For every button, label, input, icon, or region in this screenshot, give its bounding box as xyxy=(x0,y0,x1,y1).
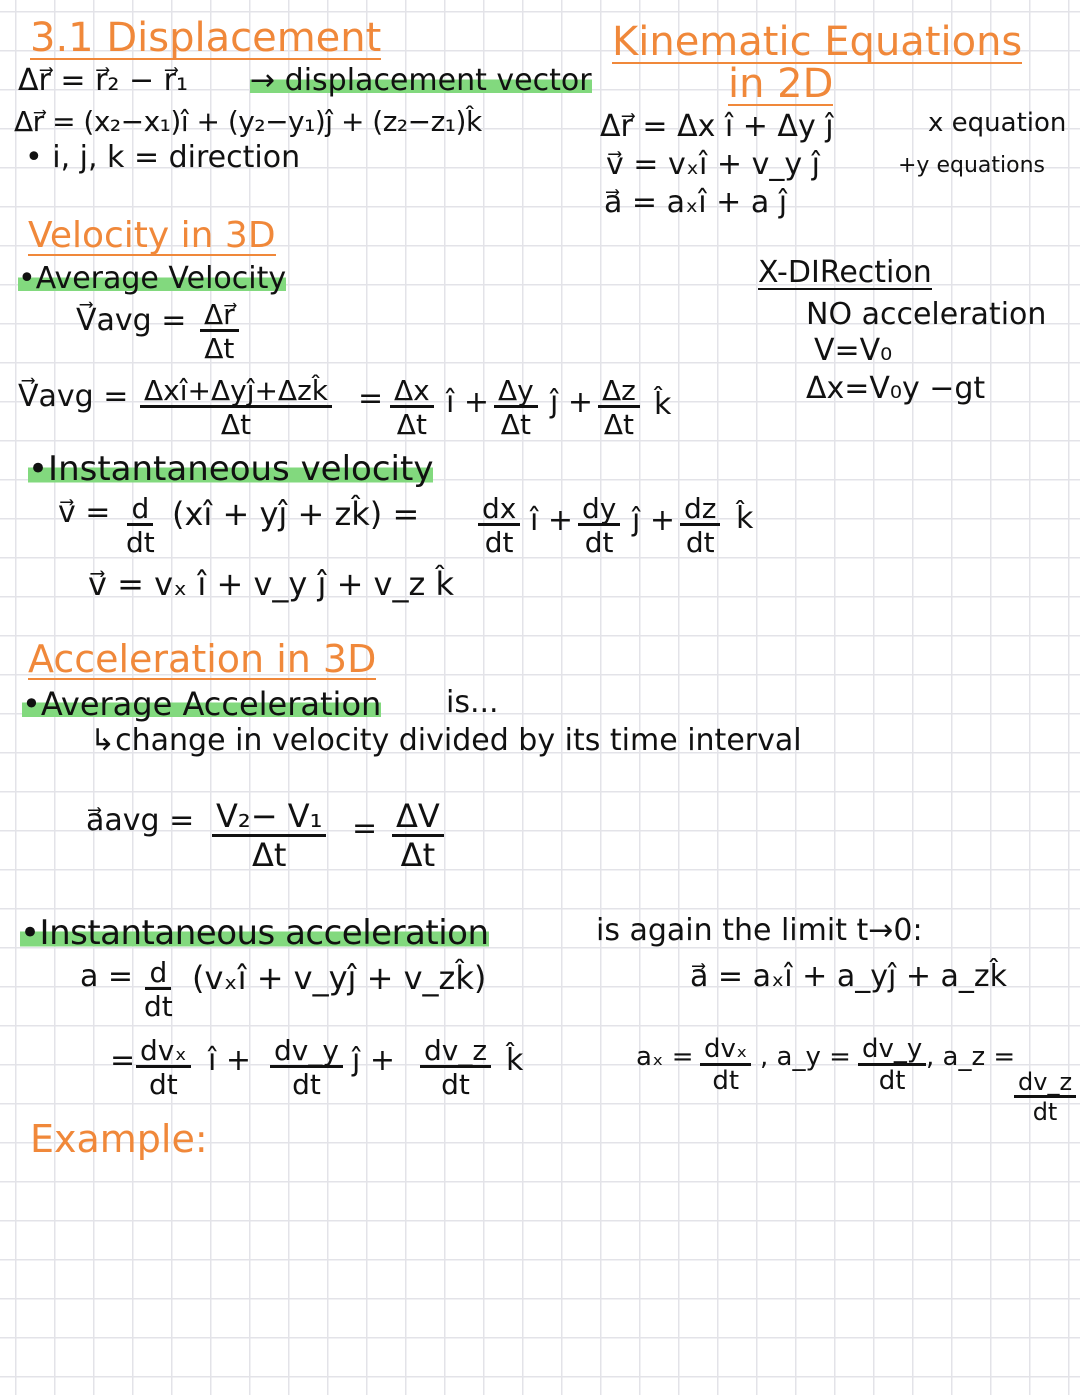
denominator: dt xyxy=(712,1066,740,1097)
acceleration-components: a⃗ = aₓî + a_yĵ + a_zk̂ xyxy=(690,959,1008,994)
i-unit: î + xyxy=(208,1043,252,1078)
numerator: dvₓ xyxy=(136,1036,191,1068)
dx-dt-fraction xyxy=(478,494,520,558)
d-dt-fraction xyxy=(126,494,155,558)
numerator: dx xyxy=(478,494,520,526)
numerator: dy xyxy=(578,494,620,526)
dz-fraction xyxy=(598,376,640,440)
equals: = xyxy=(358,381,384,416)
j-unit: ĵ + xyxy=(550,385,594,420)
acceleration-heading: Acceleration in 3D xyxy=(28,637,377,681)
denominator: dt xyxy=(144,990,173,1024)
kinematic-eq1: Δr⃗ = Δx î + Δy ĵ xyxy=(600,109,834,144)
is-text: is... xyxy=(446,685,499,720)
average-acceleration-label: •Average Acceleration xyxy=(22,685,382,723)
dvy-fraction xyxy=(270,1036,343,1100)
dx-fraction xyxy=(390,376,434,440)
j-unit: ĵ + xyxy=(352,1043,396,1078)
denominator: dt xyxy=(685,526,715,560)
displacement-heading: 3.1 Displacement xyxy=(30,15,382,61)
dy-fraction xyxy=(494,376,538,440)
aavg-lhs: a⃗avg = xyxy=(86,803,195,838)
displacement-eq1: Δr⃗ = r⃗₂ − r⃗₁ xyxy=(18,63,188,98)
denominator: dt xyxy=(878,1066,906,1097)
denominator: dt xyxy=(441,1068,470,1102)
velocity-components: v⃗ = vₓ î + v_y ĵ + v_z k̂ xyxy=(88,565,454,603)
velocity-heading: Velocity in 3D xyxy=(28,215,276,256)
denominator: Δt xyxy=(400,835,436,874)
i-unit: î + xyxy=(530,503,574,538)
denominator: Δt xyxy=(251,835,287,874)
denominator: dt xyxy=(584,526,614,560)
numerator: d xyxy=(127,494,153,526)
denominator: dt xyxy=(126,526,155,560)
dv-dt-fraction xyxy=(392,797,444,874)
k-unit: k̂ xyxy=(506,1043,524,1078)
x-direction-line3: Δx=V₀y −gt xyxy=(806,371,986,406)
ay-lhs: , a_y = xyxy=(760,1042,851,1072)
instantaneous-velocity-label: •Instantaneous velocity xyxy=(28,449,434,489)
denominator: dt xyxy=(1032,1098,1058,1127)
kinematic-subheading: in 2D xyxy=(728,61,834,107)
vavg2-lhs: V⃗avg = xyxy=(18,379,129,414)
x-direction-heading: X-DIRection xyxy=(758,255,932,290)
instantaneous-acceleration-label: •Instantaneous acceleration xyxy=(20,913,489,953)
k-unit: k̂ xyxy=(654,387,672,422)
average-acceleration-definition: ↳change in velocity divided by its time interval xyxy=(90,723,802,758)
denominator: dt xyxy=(484,526,514,560)
j-unit: ĵ + xyxy=(632,503,676,538)
numerator: dv_z xyxy=(1014,1070,1076,1098)
numerator: dz xyxy=(680,494,720,526)
az-fraction xyxy=(1014,1070,1076,1125)
az-lhs: , a_z = xyxy=(926,1042,1016,1072)
numerator: Δx xyxy=(390,376,434,408)
dvx-fraction xyxy=(136,1036,191,1100)
denominator: Δt xyxy=(500,408,531,442)
dz-dt-fraction xyxy=(680,494,720,558)
equals: = xyxy=(352,811,378,846)
i-unit: î + xyxy=(446,385,490,420)
x-direction-line2: V=V₀ xyxy=(814,333,893,368)
average-velocity-label: •Average Velocity xyxy=(18,261,287,296)
position-vector: (xî + yĵ + zk̂) = xyxy=(172,495,420,533)
numerator: dv_y xyxy=(270,1036,343,1068)
dvz-fraction xyxy=(420,1036,491,1100)
denominator: Δt xyxy=(396,408,427,442)
numerator: d xyxy=(145,958,171,990)
velocity-vector: (vₓî + v_yĵ + v_zk̂) xyxy=(192,959,487,997)
denominator: dt xyxy=(149,1068,178,1102)
inst-v-lhs: v⃗ = xyxy=(58,495,111,530)
k-unit: k̂ xyxy=(736,501,754,536)
displacement-vector-note: → displacement vector xyxy=(250,63,592,98)
numerator: V₂− V₁ xyxy=(212,800,326,837)
numerator: dv_y xyxy=(858,1036,926,1066)
kinematic-eq3: a⃗ = aₓî + a ĵ xyxy=(604,185,788,220)
x-equation-note: x equation xyxy=(928,108,1067,138)
numerator: dv_z xyxy=(420,1036,491,1068)
displacement-eq2: Δr⃗ = (x₂−x₁)î + (y₂−y₁)ĵ + (z₂−z₁)k̂ xyxy=(14,105,482,138)
denominator: Δt xyxy=(220,408,252,442)
kinematic-eq2: v⃗ = vₓî + v_y ĵ xyxy=(606,147,820,182)
numerator: Δr⃗ xyxy=(200,300,239,332)
inst-a-lhs: a = xyxy=(80,959,134,994)
vavg-lhs: V⃗avg = xyxy=(76,303,187,338)
d-dt-fraction xyxy=(144,958,173,1022)
numerator: ΔV xyxy=(392,800,444,837)
vavg2-fraction xyxy=(140,376,332,440)
ay-fraction xyxy=(858,1036,926,1096)
vavg-fraction xyxy=(200,300,239,364)
numerator: Δy xyxy=(494,376,538,408)
numerator: Δxî+Δyĵ+Δzk̂ xyxy=(140,376,332,408)
ax-fraction xyxy=(700,1036,751,1096)
ax-lhs: aₓ = xyxy=(636,1042,694,1072)
denominator: Δt xyxy=(603,408,634,442)
dy-dt-fraction xyxy=(578,494,620,558)
example-heading: Example: xyxy=(30,1117,208,1161)
kinematic-heading: Kinematic Equations xyxy=(612,19,1023,65)
denominator: Δt xyxy=(204,332,235,366)
x-direction-line1: NO acceleration xyxy=(806,297,1047,332)
denominator: dt xyxy=(292,1068,321,1102)
numerator: Δz xyxy=(598,376,640,408)
direction-note: • i, j, k = direction xyxy=(25,140,301,175)
aavg-fraction xyxy=(212,797,326,874)
equals: = xyxy=(110,1043,136,1078)
numerator: dvₓ xyxy=(700,1036,751,1066)
limit-text: is again the limit t→0: xyxy=(596,913,923,948)
y-equations-note: +y equations xyxy=(898,153,1045,178)
